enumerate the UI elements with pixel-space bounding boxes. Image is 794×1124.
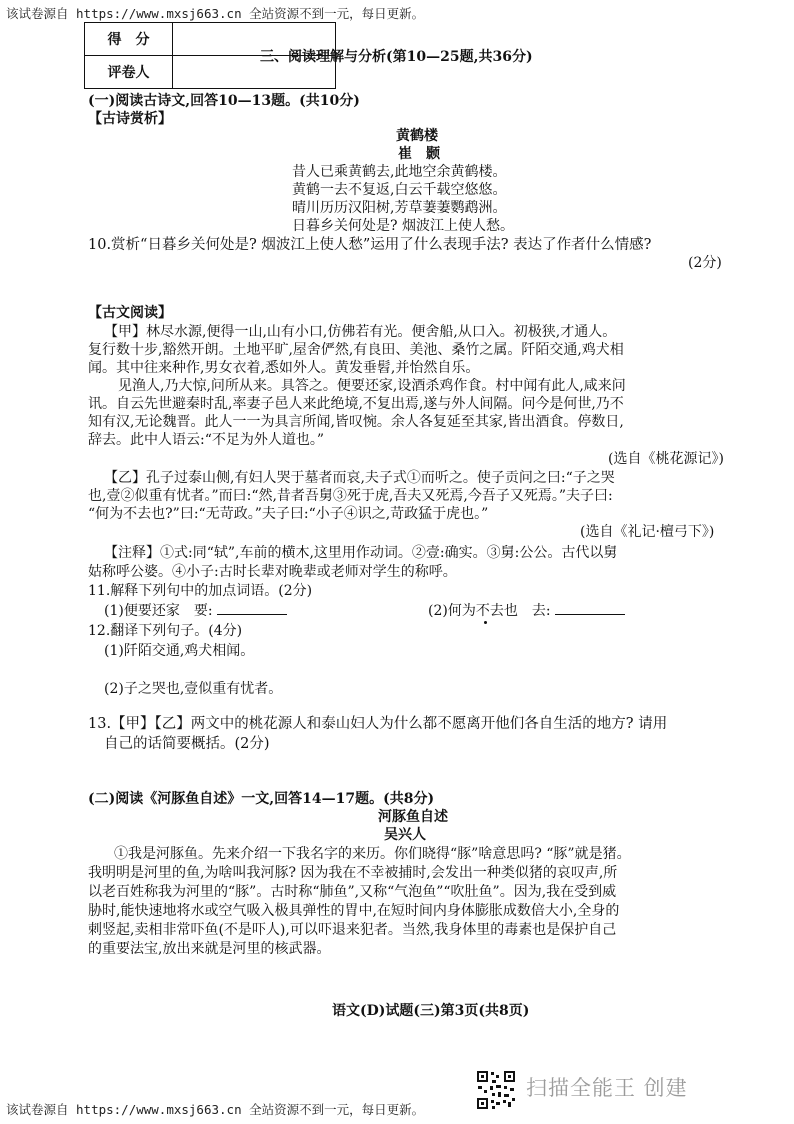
yi-source: (选自《礼记·檀弓下》)	[580, 524, 715, 540]
part1-heading: (一)阅读古诗文,回答10—13题。(共10分)	[88, 93, 360, 109]
question-10-score: (2分)	[688, 255, 722, 271]
grader-label: 评卷人	[85, 56, 173, 89]
poem-line: 黄鹤一去不复返,白云千载空悠悠。	[292, 182, 507, 198]
question-11-b	[428, 600, 625, 620]
question-12-a: (1)阡陌交通,鸡犬相闻。	[104, 643, 255, 659]
page-footer: 语文(D)试题(三)第3页(共8页)	[332, 1003, 530, 1019]
question-11: 11.解释下列句中的加点词语。(2分)	[88, 583, 313, 599]
jia-source: (选自《桃花源记》)	[608, 451, 724, 467]
question-13-cont: 自己的话简要概括。(2分)	[104, 736, 270, 752]
question-12: 12.翻译下列句子。(4分)	[88, 623, 243, 639]
answer-blank[interactable]	[555, 601, 625, 615]
emphasis-dot	[484, 621, 487, 624]
article-title: 河豚鱼自述	[378, 809, 448, 825]
top-watermark: 该试卷源自 https://www.mxsj663.cn 全站资源不到一元，每日更新。	[6, 6, 425, 21]
poem-line: 日暮乡关何处是? 烟波江上使人愁。	[292, 218, 514, 234]
article-line: ①我是河豚鱼。先来介绍一下我名字的来历。你们晓得“豚”啥意思吗? “豚”就是猪。	[100, 846, 631, 862]
article-line: 刺竖起,卖相非常吓鱼(不是吓人),可以吓退来犯者。当然,我身体里的毒素也是保护自己	[88, 922, 617, 938]
notes-line: 【注释】①式:同“轼”,车前的横木,这里用作动词。②壹:确实。③舅:公公。古代以舅	[104, 545, 618, 561]
qr-code-icon	[476, 1070, 516, 1110]
poem-label: 【古诗赏析】	[88, 111, 172, 127]
article-line: 以老百姓称我为河里的“豚”。古时称“肺鱼”,又称“气泡鱼”“吹肚鱼”。因为,我在受到威	[88, 884, 617, 900]
jia-line: 辞去。此中人语云:“不足为外人道也。”	[88, 432, 325, 448]
question-11-b-text: (2)何为不去也 去:	[428, 603, 551, 619]
yi-line: 也,壹②似重有忧者。”而曰:“然,昔者吾舅③死于虎,吾夫又死焉,今吾子又死焉。”夫子曰:	[88, 488, 613, 504]
yi-line: 【乙】孔子过泰山侧,有妇人哭于墓者而哀,夫子式①而听之。使子贡问之曰:“子之哭	[104, 470, 615, 486]
notes-line: 姑称呼公婆。④小子:古时长辈对晚辈或老师对学生的称呼。	[88, 564, 457, 580]
question-13: 13.【甲】【乙】两文中的桃花源人和泰山妇人为什么都不愿离开他们各自生活的地方? 请用	[88, 716, 668, 732]
bottom-watermark: 该试卷源自 https://www.mxsj663.cn 全站资源不到一元，每日更新。	[6, 1102, 425, 1117]
answer-blank[interactable]	[217, 601, 287, 615]
jia-line: 知有汉,无论魏晋。此人一一为具言所闻,皆叹惋。余人各复延至其家,皆出酒食。停数日,	[88, 414, 624, 430]
jia-line: 闻。其中往来种作,男女衣着,悉如外人。黄发垂髫,并怡然自乐。	[88, 360, 480, 376]
yi-line: “何为不去也?”曰:“无苛政。”夫子曰:“小子④识之,苛政猛于虎也。”	[88, 506, 489, 522]
jia-line: 见渔人,乃大惊,问所从来。具答之。便要还家,设酒杀鸡作食。村中闻有此人,咸来问	[104, 378, 626, 394]
jia-line: 【甲】林尽水源,便得一山,山有小口,仿佛若有光。便舍船,从口入。初极狭,才通人。	[104, 324, 617, 340]
poem-author: 崔 颢	[398, 146, 440, 162]
section3-title: 三、阅读理解与分析(第10—25题,共36分)	[260, 49, 533, 65]
poem-line: 昔人已乘黄鹤去,此地空余黄鹤楼。	[292, 164, 507, 180]
article-line: 我明明是河里的鱼,为啥叫我河豚? 因为我在不幸被捕时,会发出一种类似猪的哀叹声,所	[88, 865, 618, 881]
scanner-badge: 扫描全能王 创建	[526, 1076, 688, 1100]
article-line: 胁时,能快速地将水或空气吸入极具弹性的胃中,在短时间内身体膨胀成数倍大小,全身的	[88, 903, 620, 919]
score-label: 得 分	[85, 23, 173, 56]
poem-line: 晴川历历汉阳树,芳草萋萋鹦鹉洲。	[292, 200, 507, 216]
question-11-a-text: (1)便要还家 要:	[104, 603, 213, 619]
article-line: 的重要法宝,放出来就是河里的核武器。	[88, 941, 331, 957]
part2-heading: (二)阅读《河豚鱼自述》一文,回答14—17题。(共8分)	[88, 791, 435, 807]
jia-line: 讯。自云先世避秦时乱,率妻子邑人来此绝境,不复出焉,遂与外人间隔。问今是何世,乃不	[88, 396, 624, 412]
jia-line: 复行数十步,豁然开朗。土地平旷,屋舍俨然,有良田、美池、桑竹之属。阡陌交通,鸡犬相	[88, 342, 624, 358]
article-author: 吴兴人	[384, 827, 426, 843]
classical-label: 【古文阅读】	[88, 305, 172, 321]
poem-title: 黄鹤楼	[396, 128, 438, 144]
question-12-b: (2)子之哭也,壹似重有忧者。	[104, 681, 283, 697]
question-11-a	[104, 600, 287, 620]
question-10: 10.赏析“日暮乡关何处是? 烟波江上使人愁”运用了什么表现手法? 表达了作者什么情感?	[88, 237, 652, 253]
